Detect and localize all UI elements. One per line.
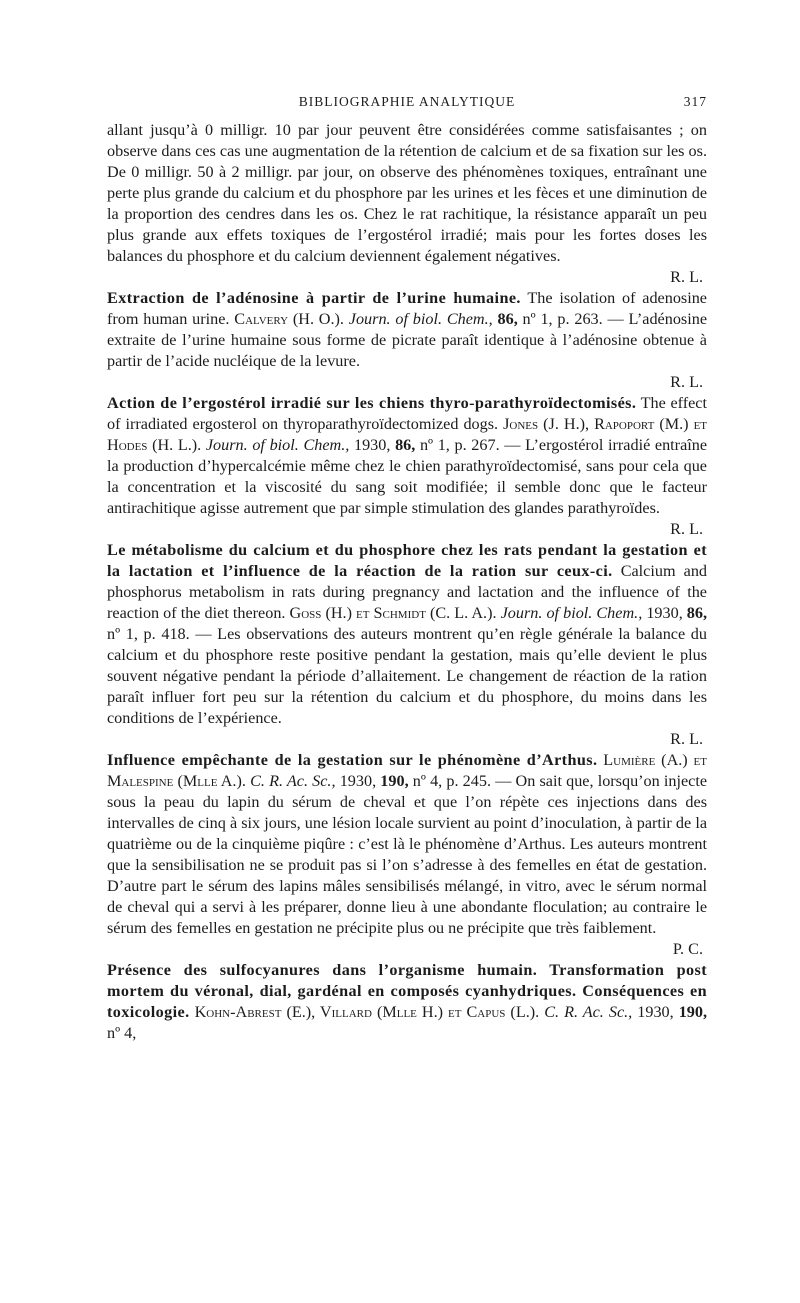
reviewer-initials: R. L.	[670, 373, 703, 391]
running-title: BIBLIOGRAPHIE ANALYTIQUE	[298, 94, 516, 109]
entry-sulfocyanures	[107, 960, 707, 1044]
entry-authors: Calvery (H. O.).	[234, 310, 344, 328]
entry-title: Présence des sulfocyanures dans l’organisme humain. Transformation post mortem du véronal, dial, gardénal en composés cyanhydriques. Conséquences en toxicologie.	[107, 961, 707, 1021]
entry-title: Action de l’ergostérol irradié sur les chiens thyro-parathyroïdectomisés.	[107, 394, 637, 412]
journal-year: 1930,	[637, 1003, 674, 1021]
entry-summary: — On sait que, lorsqu’on injecte sous la peau du lapin du sérum de cheval et que l’on répète ces injections dans des intervalles de cinq à six jours, une lésion locale survient au point d’inoculation, à partir de la quatrième ou de la cinquième piqûre : c’est là le phénomène d’Arthus. Les auteurs montrent que la sensibilisation ne se produit pas si l’on s’adresse à des femelles en état de gestation. D’autre part le sérum des lapins mâles sensibilisés mélangé, in vitro, avec le sérum normal de cheval qui a servi à les préparer, donne lieu à une abondante floculation; au contraire le sérum des femelles en gestation ne précipite plus ou ne précipite que très faiblement.	[107, 772, 708, 937]
entry-arthus	[107, 750, 707, 960]
entry-authors: Goss (H.) et Schmidt (C. L. A.).	[289, 604, 497, 622]
entry-summary: allant jusqu’à 0 milligr. 10 par jour peuvent être considérées comme satisfaisantes ; on observe dans ces cas une augmentation de la rétention de calcium et de sa fixation sur les os. De 0 milligr. 50 à 2 milligr. par jour, on observe des phénomènes toxiques, entraînant une perte plus grande du calcium et du phosphore par les urines et les fèces et une diminution de la proportion des cendres dans les os. Chez le rat rachitique, la résistance apparaît un peu plus grande aux effets toxiques de l’ergostérol irradié; mais pour les fortes doses les balances du phosphore et du calcium deviennent également négatives.	[107, 121, 707, 265]
journal-name: Journ. of biol. Chem.,	[205, 436, 350, 454]
reviewer-initials: R. L.	[670, 730, 703, 748]
reviewer-initials: R. L.	[670, 520, 703, 538]
journal-year: 1930,	[646, 604, 683, 622]
journal-name: C. R. Ac. Sc.,	[544, 1003, 633, 1021]
running-header	[107, 94, 707, 120]
continued-entry	[107, 120, 707, 288]
journal-issue: nº 4, p. 245.	[412, 772, 492, 790]
english-title: The effect of irradiated ergosterol on thyroparathyroïdectomized dogs.	[107, 394, 707, 433]
journal-issue: nº 1, p. 267.	[419, 436, 500, 454]
document-page	[107, 94, 707, 1044]
entry-summary: — L’adénosine extraite de l’urine humaine sous forme de picrate paraît identique à l’adénosine obtenue à partir de l’acide nucléique de la levure.	[107, 310, 708, 370]
reviewer-initials: P. C.	[672, 940, 703, 958]
journal-year: 1930,	[339, 772, 377, 790]
journal-name: Journ. of biol. Chem.,	[348, 310, 493, 328]
entry-title: Influence empêchante de la gestation sur le phénomène d’Arthus.	[107, 751, 598, 769]
journal-volume: 86,	[686, 604, 708, 622]
journal-volume: 86,	[395, 436, 416, 454]
entry-authors: Lumière (A.) et Malespine (Mlle A.).	[107, 751, 707, 790]
entry-summary: — Les observations des auteurs montrent qu’en règle générale la balance du calcium et du phosphore reste positive pendant la gestation, mais qu’elle devient le plus souvent négative pendant la période d’allaitement. Le changement de réaction de la ration paraît influer fort peu sur la rétention du calcium et du phosphore, du moins dans les conditions de l’expérience.	[107, 625, 707, 727]
english-title: Calcium and phosphorus metabolism in rats during pregnancy and lactation and the influence of the reaction of the diet thereon.	[107, 562, 708, 622]
entry-calcium-metabolism	[107, 540, 707, 750]
journal-name: Journ. of biol. Chem.,	[500, 604, 643, 622]
entry-ergosterol	[107, 393, 707, 540]
journal-year: 1930,	[353, 436, 391, 454]
journal-volume: 190,	[678, 1003, 708, 1021]
journal-issue: nº 4,	[107, 1024, 137, 1042]
entry-summary: — L’ergostérol irradié entraîne la production d’hypercalcémie même chez le chien parathyroïdectomisé, sans pour cela que la concentration et la viscosité du sang soit modifiée; il semble donc que le facteur antirachitique agisse autrement que par simple stimulation des glandes parathyroïdes.	[107, 436, 708, 517]
journal-issue: nº 1, p. 263.	[522, 310, 603, 328]
reviewer-initials: R. L.	[670, 268, 703, 286]
entry-authors: Jones (J. H.), Rapoport (M.) et Hodes (H. L.).	[107, 415, 708, 454]
entry-title: Extraction de l’adénosine à partir de l’urine humaine.	[107, 289, 521, 307]
article-body	[107, 120, 707, 1044]
journal-volume: 86,	[497, 310, 518, 328]
english-title: The isolation of adenosine from human urine.	[107, 289, 707, 328]
journal-issue: nº 1, p. 418.	[107, 625, 190, 643]
journal-name: C. R. Ac. Sc.,	[250, 772, 336, 790]
page-number: 317	[683, 94, 707, 109]
entry-authors: Kohn-Abrest (E.), Villard (Mlle H.) et Capus (L.).	[194, 1003, 540, 1021]
journal-volume: 190,	[380, 772, 409, 790]
entry-title: Le métabolisme du calcium et du phosphore chez les rats pendant la gestation et la lactation et l’influence de la réaction de la ration sur ceux-ci.	[107, 541, 707, 580]
entry-adenosine	[107, 288, 707, 393]
